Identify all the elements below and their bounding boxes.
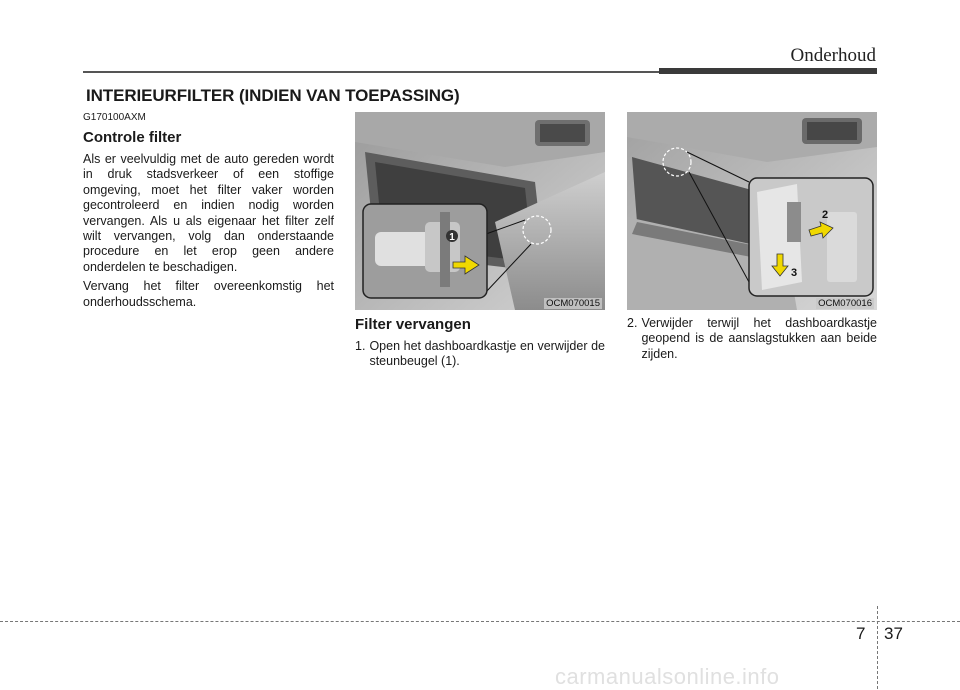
step-number: 1. bbox=[355, 339, 366, 353]
replace-column bbox=[355, 316, 605, 370]
glovebox-illustration bbox=[355, 112, 605, 310]
check-filter-heading: Controle filter bbox=[83, 129, 182, 146]
paragraph-2: Vervang het filter overeenkomstig het onderhoudsschema. bbox=[83, 279, 334, 309]
step-2 bbox=[627, 316, 877, 362]
step-text: Open het dashboardkastje en verwijder de steunbeugel (1). bbox=[369, 339, 605, 369]
callout-1: 1 bbox=[449, 232, 455, 243]
figure-code: OCM070015 bbox=[546, 298, 600, 309]
watermark: carmanualsonline.info bbox=[555, 664, 780, 689]
header-rule-thin bbox=[83, 71, 661, 73]
paragraph-1: Als er veelvuldig met de auto gereden wordt in druk stadsverkeer of een stoffige omgeving, moet het filter vaker worden gecontroleerd en indien nodig worden vervangen. Als u als eigenaar het filter zelf wilt vervangen, volg dan onderstaande procedure en let erop geen andere onderdelen te beschadigen. bbox=[83, 152, 334, 274]
figure-glovebox-bracket bbox=[355, 112, 605, 310]
chapter-number: 7 bbox=[856, 624, 866, 643]
header-rule-thick bbox=[659, 68, 877, 74]
section-label: Onderhoud bbox=[790, 45, 876, 66]
glovebox-illustration bbox=[627, 112, 877, 310]
replace-filter-heading: Filter vervangen bbox=[355, 316, 471, 333]
figure-glovebox-stoppers bbox=[627, 112, 877, 310]
footer-vertical-divider bbox=[877, 606, 878, 689]
callout-3: 3 bbox=[791, 267, 798, 279]
step-text: Verwijder terwijl het dashboardkastje geopend is de aanslagstukken aan beide zijden. bbox=[641, 316, 877, 361]
section-code: G170100AXM bbox=[83, 112, 146, 123]
step-2-column bbox=[627, 316, 877, 362]
page-title: INTERIEURFILTER (INDIEN VAN TOEPASSING) bbox=[86, 86, 460, 105]
page-number: 37 bbox=[884, 624, 903, 643]
left-column bbox=[83, 112, 334, 314]
figure-code: OCM070016 bbox=[818, 298, 872, 309]
callout-2: 2 bbox=[822, 209, 829, 221]
footer-divider bbox=[0, 621, 960, 622]
step-1 bbox=[355, 339, 605, 370]
step-number: 2. bbox=[627, 316, 638, 330]
